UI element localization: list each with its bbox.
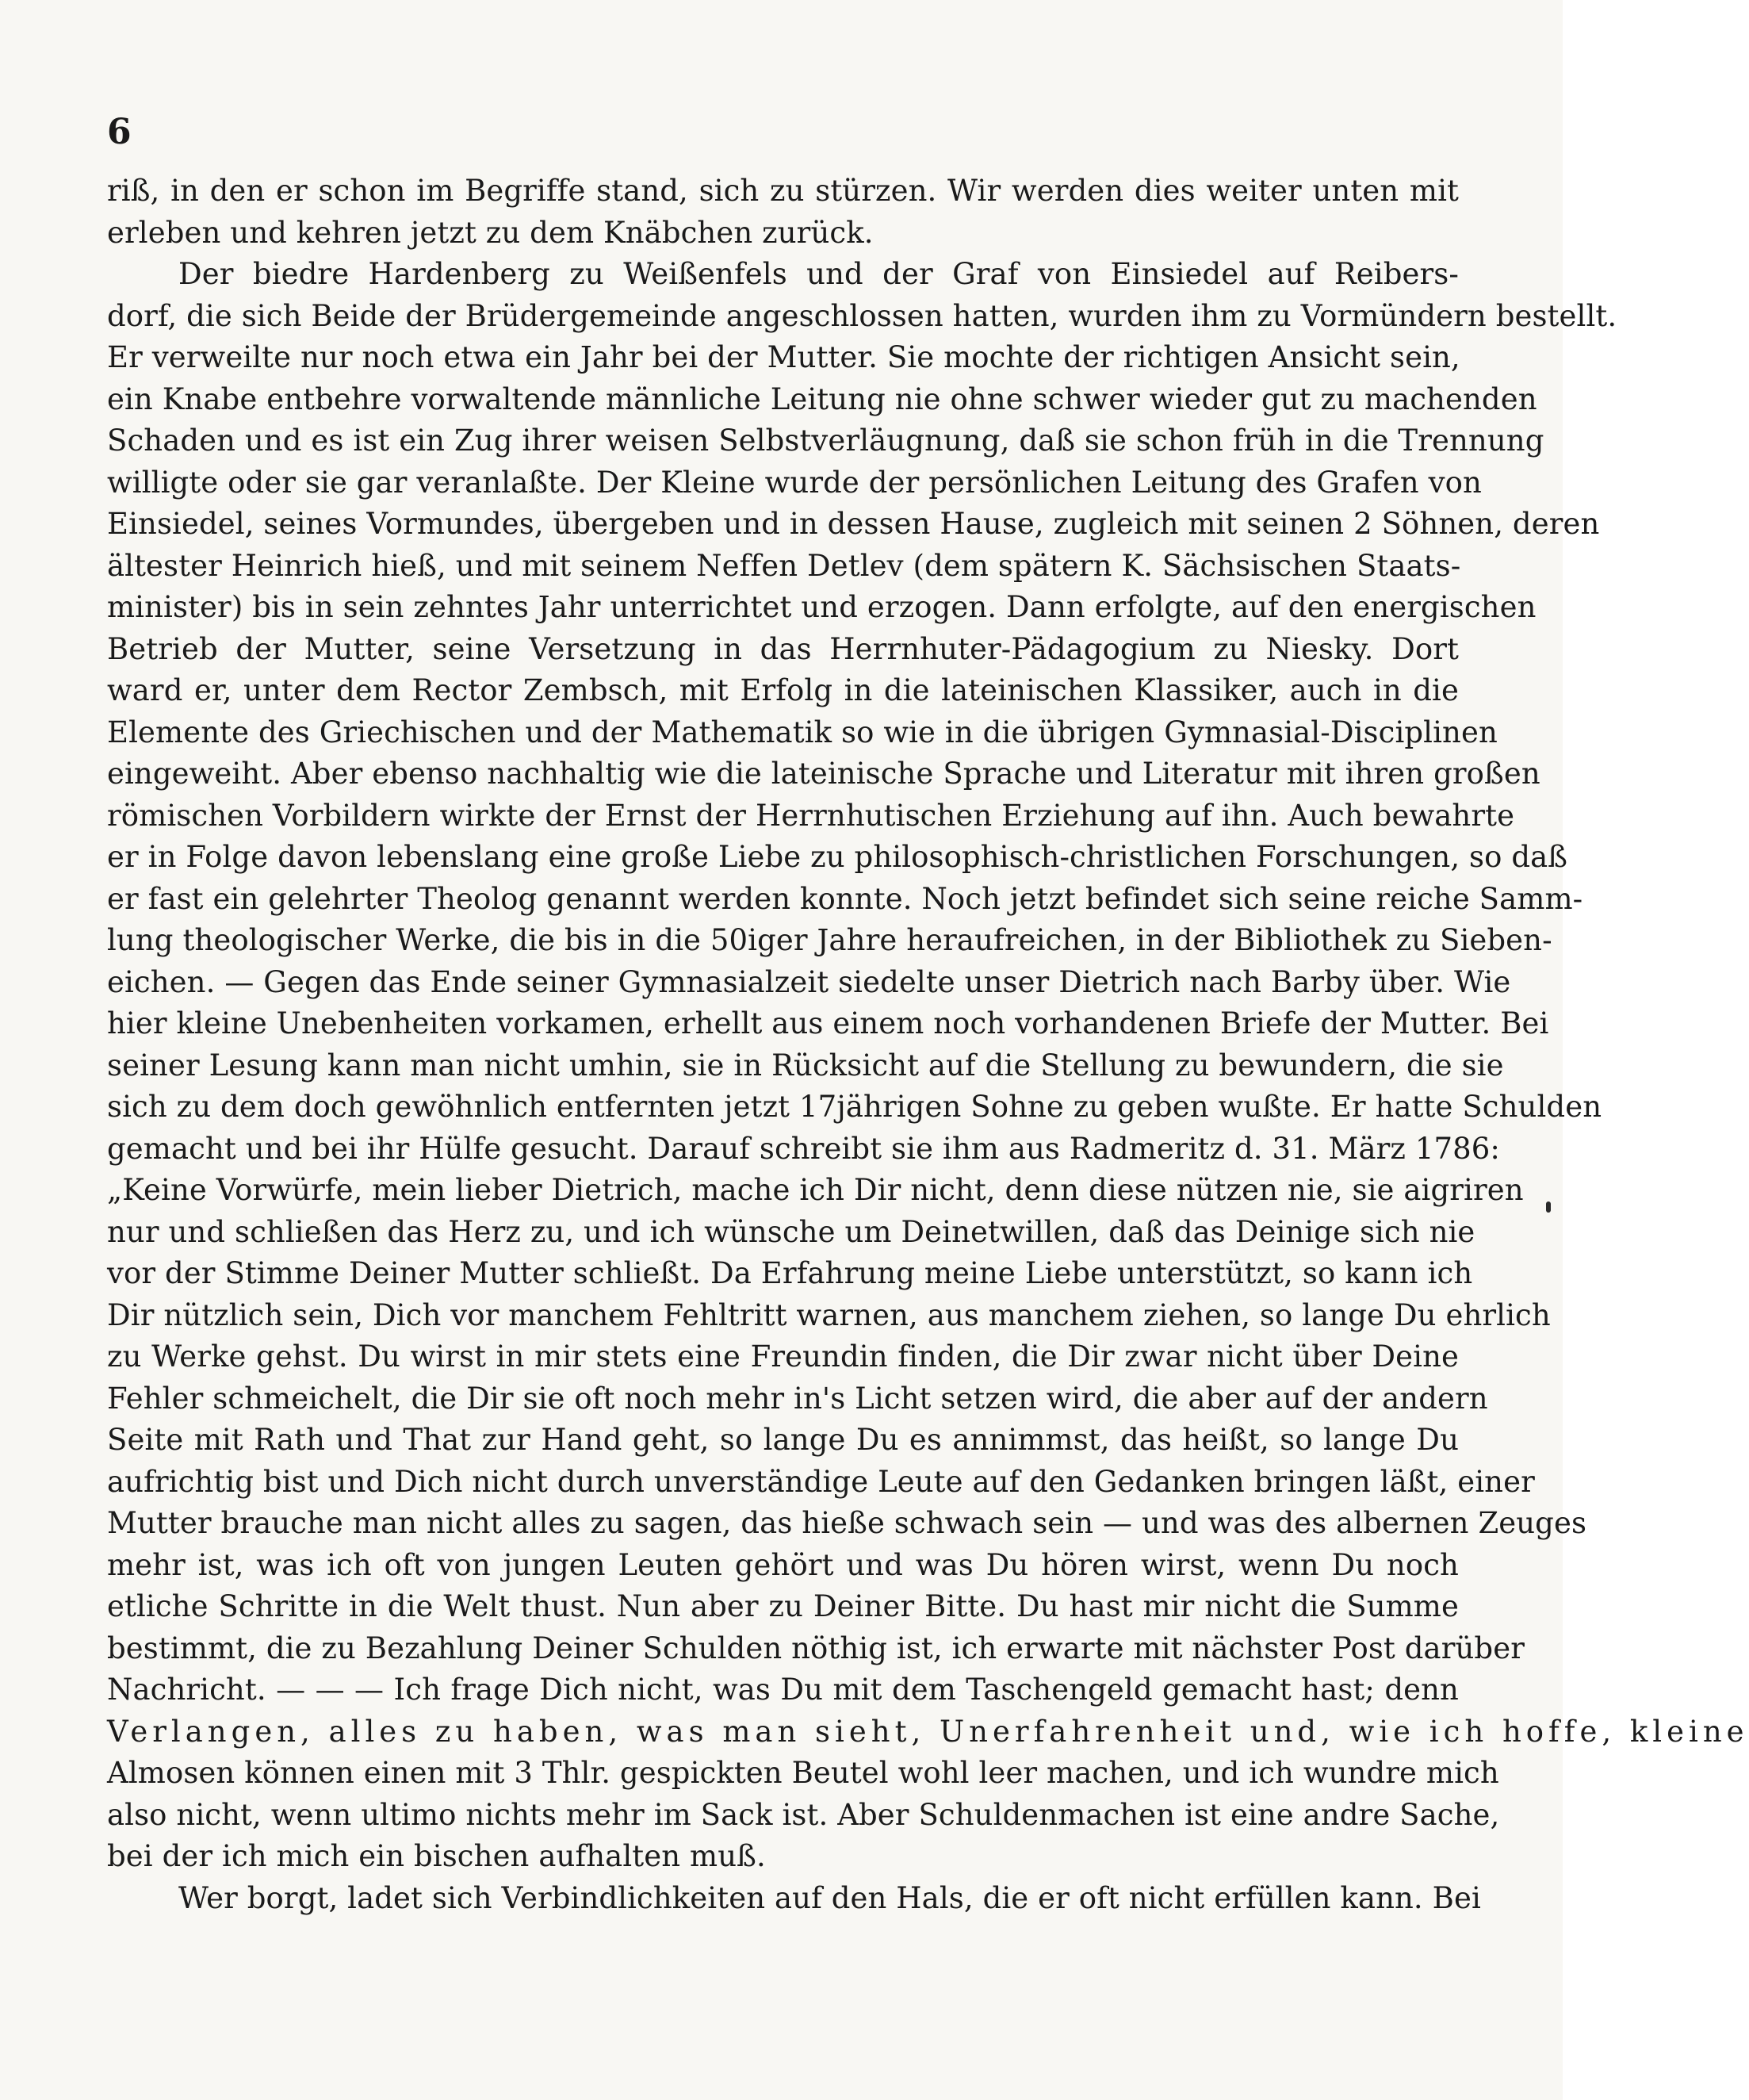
text-line: gemacht und bei ihr Hülfe gesucht. Darauf schreibt sie ihm aus Radmeritz d. 31. März 1786:: [107, 1131, 1500, 1166]
text-line: Mutter brauche man nicht alles zu sagen, das hieße schwach sein — und was des albernen Zeuges: [107, 1506, 1587, 1540]
text-line: er in Folge davon lebenslang eine große Liebe zu philosophisch-christlichen Forschungen, so daß: [107, 840, 1568, 874]
text-line: dorf, die sich Beide der Brüdergemeinde angeschlossen hatten, wurden ihm zu Vormündern bestellt.: [107, 298, 1617, 333]
text-line: eichen. — Gegen das Ende seiner Gymnasialzeit siedelte unser Dietrich nach Barby über. Wie: [107, 964, 1511, 999]
text-line: Er verweilte nur noch etwa ein Jahr bei der Mutter. Sie mochte der richtigen Ansicht sein,: [107, 340, 1460, 374]
text-line: „Keine Vorwürfe, mein lieber Dietrich, mache ich Dir nicht, denn diese nützen nie, sie aigriren: [107, 1173, 1524, 1207]
text-line: ein Knabe entbehre vorwaltende männliche Leitung nie ohne schwer wieder gut zu machenden: [107, 381, 1537, 416]
body-text: [107, 171, 1749, 1919]
text-line: Nachricht. — — — Ich frage Dich nicht, was Du mit dem Taschengeld gemacht hast; denn: [107, 1673, 1459, 1707]
text-line: seiner Lesung kann man nicht umhin, sie in Rücksicht auf die Stellung zu bewundern, die sie: [107, 1048, 1504, 1083]
text-line: Betrieb der Mutter, seine Versetzung in das Herrnhuter-Pädagogium zu Niesky. Dort: [107, 631, 1459, 666]
text-line: etliche Schritte in die Welt thust. Nun aber zu Deiner Bitte. Du hast mir nicht die Summe: [107, 1589, 1459, 1623]
text-line: eingeweiht. Aber ebenso nachhaltig wie die lateinische Sprache und Literatur mit ihren großen: [107, 757, 1540, 791]
text-line: bestimmt, die zu Bezahlung Deiner Schulden nöthig ist, ich erwarte mit nächster Post darüber: [107, 1631, 1525, 1665]
margin-ink-mark: [1546, 1201, 1551, 1213]
text-line: also nicht, wenn ultimo nichts mehr im Sack ist. Aber Schuldenmachen ist eine andre Sache,: [107, 1797, 1500, 1832]
text-line: Seite mit Rath und That zur Hand geht, so lange Du es annimmst, das heißt, so lange Du: [107, 1423, 1459, 1457]
page-number: 6: [107, 112, 132, 152]
text-line: erleben und kehren jetzt zu dem Knäbchen zurück.: [107, 215, 874, 250]
text-line: hier kleine Unebenheiten vorkamen, erhellt aus einem noch vorhandenen Briefe der Mutter. Bei: [107, 1006, 1549, 1040]
text-line: riß, in den er schon im Begriffe stand, sich zu stürzen. Wir werden dies weiter unten mit: [107, 174, 1459, 208]
text-line-spaced: Verlangen, alles zu haben, was man sieht, Unerfahrenheit und, wie ich hoffe, kleine: [107, 1714, 1749, 1749]
paragraph-start-line: Der biedre Hardenberg zu Weißenfels und der Graf von Einsiedel auf Reibers-: [178, 257, 1459, 291]
text-line: lung theologischer Werke, die bis in die 50iger Jahre heraufreichen, in der Bibliothek zu Sieben-: [107, 923, 1552, 957]
text-line: nur und schließen das Herz zu, und ich wünsche um Deinetwillen, daß das Deinige sich nie: [107, 1214, 1475, 1249]
text-line: römischen Vorbildern wirkte der Ernst der Herrnhutischen Erziehung auf ihn. Auch bewahrte: [107, 798, 1515, 833]
text-line: Schaden und es ist ein Zug ihrer weisen Selbstverläugnung, daß sie schon früh in die Trennung: [107, 423, 1544, 458]
text-line: Dir nützlich sein, Dich vor manchem Fehltritt warnen, aus manchem ziehen, so lange Du ehrlich: [107, 1297, 1551, 1332]
paragraph-start-line: Wer borgt, ladet sich Verbindlichkeiten auf den Hals, die er oft nicht erfüllen kann. Bei: [178, 1880, 1481, 1915]
text-line: sich zu dem doch gewöhnlich entfernten jetzt 17jährigen Sohne zu geben wußte. Er hatte Schulden: [107, 1090, 1602, 1124]
text-line: Einsiedel, seines Vormundes, übergeben und in dessen Hause, zugleich mit seinen 2 Söhnen, deren: [107, 507, 1600, 541]
text-line: mehr ist, was ich oft von jungen Leuten gehört und was Du hören wirst, wenn Du noch: [107, 1547, 1459, 1582]
text-line: Fehler schmeichelt, die Dir sie oft noch mehr in's Licht setzen wird, die aber auf der andern: [107, 1381, 1488, 1416]
text-line: minister) bis in sein zehntes Jahr unterrichtet und erzogen. Dann erfolgte, auf den energischen: [107, 590, 1537, 624]
text-line: Almosen können einen mit 3 Thlr. gespickten Beutel wohl leer machen, und ich wundre mich: [107, 1756, 1499, 1790]
text-line: ältester Heinrich hieß, und mit seinem Neffen Detlev (dem spätern K. Sächsischen Staats-: [107, 548, 1461, 583]
text-line: vor der Stimme Deiner Mutter schließt. Da Erfahrung meine Liebe unterstützt, so kann ich: [107, 1256, 1473, 1290]
text-line: willigte oder sie gar veranlaßte. Der Kleine wurde der persönlichen Leitung des Grafen von: [107, 465, 1482, 500]
text-line: ward er, unter dem Rector Zembsch, mit Erfolg in die lateinischen Klassiker, auch in die: [107, 673, 1459, 707]
text-line: bei der ich mich ein bischen aufhalten muß.: [107, 1839, 766, 1873]
text-line: aufrichtig bist und Dich nicht durch unverständige Leute auf den Gedanken bringen läßt, einer: [107, 1464, 1535, 1499]
text-line: zu Werke gehst. Du wirst in mir stets eine Freundin finden, die Dir zwar nicht über Deine: [107, 1339, 1459, 1374]
text-line: Elemente des Griechischen und der Mathematik so wie in die übrigen Gymnasial-Disciplinen: [107, 715, 1498, 749]
text-line: er fast ein gelehrter Theolog genannt werden konnte. Noch jetzt befindet sich seine reiche Samm-: [107, 881, 1583, 916]
